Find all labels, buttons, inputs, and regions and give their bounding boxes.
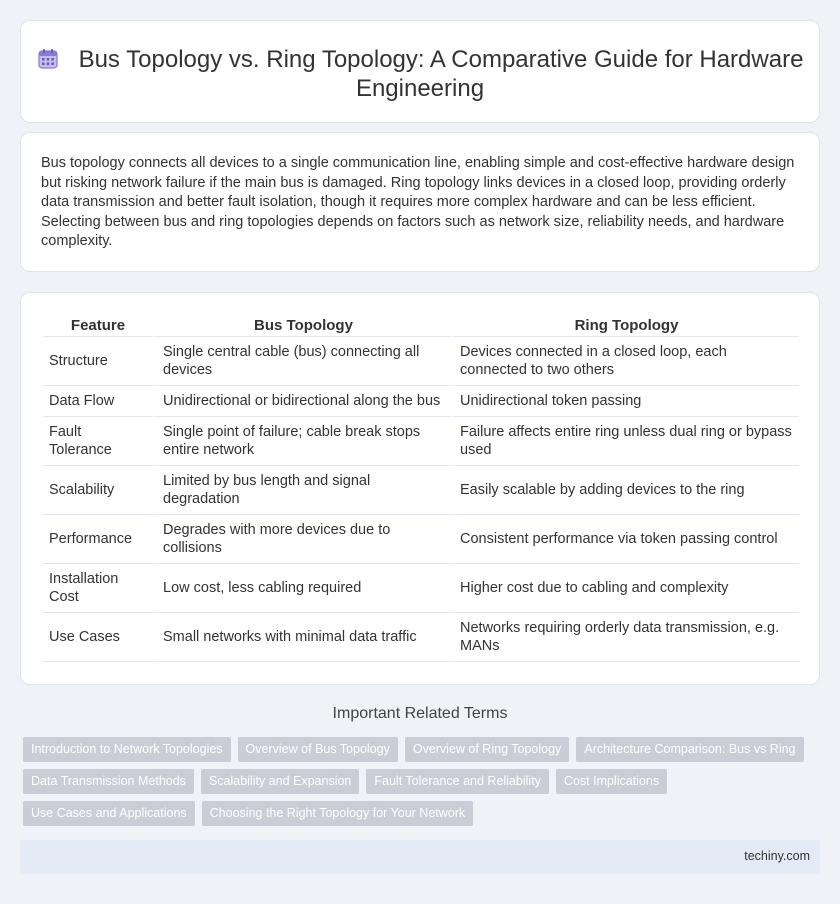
ring-cell: Consistent performance via token passing control xyxy=(450,515,799,564)
ring-cell: Networks requiring orderly data transmission, e.g. MANs xyxy=(450,613,799,662)
calendar-icon xyxy=(37,48,59,70)
related-term-tag[interactable]: Overview of Ring Topology xyxy=(405,737,569,762)
bus-cell: Degrades with more devices due to collisions xyxy=(153,515,450,564)
related-terms-list xyxy=(23,737,823,833)
table-row xyxy=(43,613,799,662)
footer-site[interactable]: techiny.com xyxy=(744,849,810,863)
ring-cell: Failure affects entire ring unless dual ring or bypass used xyxy=(450,417,799,466)
feature-cell: Use Cases xyxy=(43,613,153,662)
page-title-wrap xyxy=(21,45,819,103)
page-title: Bus Topology vs. Ring Topology: A Comparative Guide for Hardware Engineering xyxy=(78,46,804,102)
feature-cell: Scalability xyxy=(43,466,153,515)
feature-cell: Performance xyxy=(43,515,153,564)
related-term-tag[interactable]: Overview of Bus Topology xyxy=(238,737,398,762)
feature-cell: Fault Tolerance xyxy=(43,417,153,466)
feature-cell: Installation Cost xyxy=(43,564,153,613)
header-bus: Bus Topology xyxy=(153,315,450,337)
table-row xyxy=(43,417,799,466)
bus-cell: Single point of failure; cable break stops entire network xyxy=(153,417,450,466)
related-term-tag[interactable]: Scalability and Expansion xyxy=(201,769,359,794)
ring-cell: Devices connected in a closed loop, each connected to two others xyxy=(450,337,799,386)
comparison-card xyxy=(20,292,820,685)
bus-cell: Single central cable (bus) connecting all devices xyxy=(153,337,450,386)
table-row xyxy=(43,337,799,386)
related-term-tag[interactable]: Choosing the Right Topology for Your Network xyxy=(202,801,473,826)
related-term-tag[interactable]: Data Transmission Methods xyxy=(23,769,194,794)
title-card xyxy=(20,20,820,123)
table-row xyxy=(43,466,799,515)
bus-cell: Low cost, less cabling required xyxy=(153,564,450,613)
related-term-tag[interactable]: Architecture Comparison: Bus vs Ring xyxy=(576,737,803,762)
ring-cell: Higher cost due to cabling and complexity xyxy=(450,564,799,613)
feature-cell: Structure xyxy=(43,337,153,386)
intro-text: Bus topology connects all devices to a single communication line, enabling simple and cost-effective hardware design but risking network failure if the main bus is damaged. Ring topology links devices in a closed loop, providing orderly data transmission and better fault isolation, though it requires more complex hardware and can be less efficient. Selecting between bus and ring topologies depends on factors such as network size, reliability needs, and hardware complexity. xyxy=(41,155,795,250)
related-terms-title: Important Related Terms xyxy=(332,705,508,722)
bus-cell: Limited by bus length and signal degradation xyxy=(153,466,450,515)
header-feature: Feature xyxy=(43,315,153,337)
table-header-row xyxy=(43,315,799,337)
header-ring: Ring Topology xyxy=(450,315,799,337)
related-term-tag[interactable]: Use Cases and Applications xyxy=(23,801,195,826)
comparison-table xyxy=(43,315,799,662)
related-term-tag[interactable]: Introduction to Network Topologies xyxy=(23,737,231,762)
footer xyxy=(20,840,820,874)
related-term-tag[interactable]: Cost Implications xyxy=(556,769,667,794)
bus-cell: Unidirectional or bidirectional along the bus xyxy=(153,386,450,417)
table-row xyxy=(43,515,799,564)
ring-cell: Easily scalable by adding devices to the ring xyxy=(450,466,799,515)
bus-cell: Small networks with minimal data traffic xyxy=(153,613,450,662)
related-term-tag[interactable]: Fault Tolerance and Reliability xyxy=(366,769,549,794)
feature-cell: Data Flow xyxy=(43,386,153,417)
table-row xyxy=(43,386,799,417)
ring-cell: Unidirectional token passing xyxy=(450,386,799,417)
intro-card xyxy=(20,132,820,272)
table-row xyxy=(43,564,799,613)
